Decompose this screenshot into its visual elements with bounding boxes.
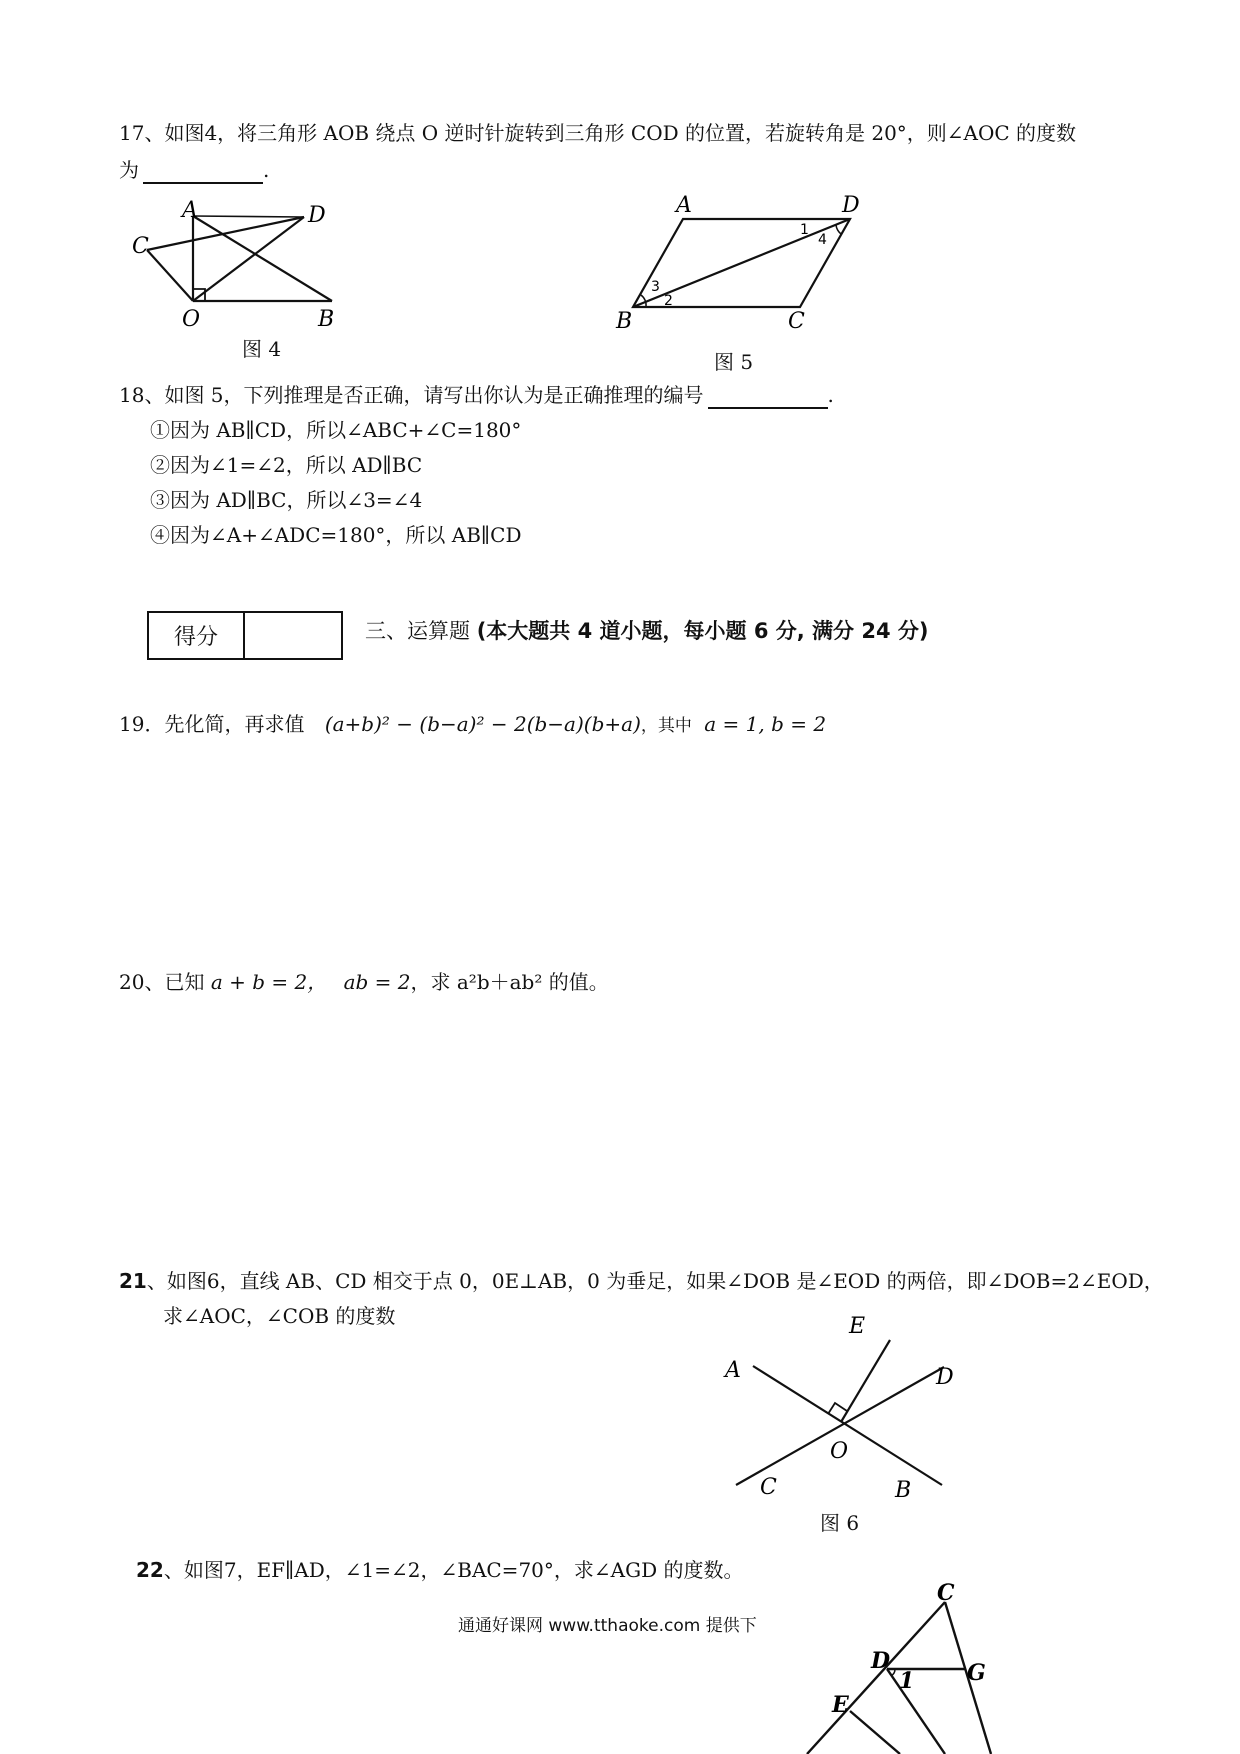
q17-line2-suffix: . xyxy=(263,158,270,182)
section-3-title: 三、运算题 xyxy=(365,619,470,643)
footer-text: 通通好课网 www.tthaoke.com 提供下 xyxy=(458,1616,757,1636)
q19-expression: (a+b)² − (b−a)² − 2(b−a)(b+a) xyxy=(324,712,641,736)
fig6-caption: 图 6 xyxy=(820,1511,860,1535)
q19-where: ，其中 xyxy=(640,716,692,736)
fig6-label-o: O xyxy=(830,1439,849,1464)
fig5-angle-2: 2 xyxy=(664,293,673,309)
score-label: 得分 xyxy=(149,613,245,658)
q20-suffix: ，求 a²b＋ab² 的值。 xyxy=(410,970,609,994)
fig4-label-b: B xyxy=(318,307,335,332)
figure-6 xyxy=(715,1310,975,1510)
fig5-angle-3: 3 xyxy=(651,279,660,295)
score-input-cell[interactable] xyxy=(245,613,341,658)
section-3-heading xyxy=(365,615,928,645)
q17-answer-blank[interactable] xyxy=(143,162,263,184)
q18-answer-blank[interactable] xyxy=(708,387,828,409)
fig7-label-c: C xyxy=(937,1580,955,1606)
q20 xyxy=(119,968,609,996)
q19 xyxy=(119,710,826,740)
q18-stem-prefix: 18、如图 5，下列推理是否正确，请写出你认为是正确推理的编号 xyxy=(119,383,704,407)
fig4-label-d: D xyxy=(308,203,326,228)
fig7-label-d: D xyxy=(871,1648,891,1674)
fig5-angle-4: 4 xyxy=(818,232,827,248)
figure-7 xyxy=(795,1580,1015,1754)
q18-item-4: ④因为∠A+∠ADC=180°，所以 AB∥CD xyxy=(150,523,522,547)
q17-line2 xyxy=(119,156,269,184)
q21-number: 21 xyxy=(119,1269,147,1293)
q22 xyxy=(136,1556,743,1584)
q19-text: ．先化简，再求值 xyxy=(144,712,305,736)
fig4-label-c: C xyxy=(132,234,149,259)
fig6-label-d: D xyxy=(936,1365,954,1390)
fig6-label-b: B xyxy=(895,1478,912,1503)
fig5-label-c: C xyxy=(788,309,805,334)
figure-4 xyxy=(120,195,350,335)
q20-prefix: 20、已知 xyxy=(119,970,205,994)
fig4-caption: 图 4 xyxy=(242,337,282,361)
fig5-label-d: D xyxy=(842,193,860,218)
q20-cond1: a + b = 2， xyxy=(210,970,328,994)
q22-text: 、如图7，EF∥AD，∠1=∠2，∠BAC=70°，求∠AGD 的度数。 xyxy=(163,1558,744,1582)
fig7-label-e: E xyxy=(832,1692,849,1718)
fig5-angle-1: 1 xyxy=(800,222,809,238)
q21-line2: 求∠AOC，∠COB 的度数 xyxy=(163,1304,396,1328)
section-3-detail: (本大题共 4 道小题，每小题 6 分, 满分 24 分) xyxy=(476,619,929,643)
q19-number: 19 xyxy=(119,712,145,736)
fig4-label-a: A xyxy=(182,198,198,223)
q18-stem-suffix: . xyxy=(827,383,834,407)
q21-line1 xyxy=(119,1267,1164,1295)
score-box xyxy=(147,611,343,660)
q17-line1: 17、如图4，将三角形 AOB 绕点 O 逆时针旋转到三角形 COD 的位置，若旋转角是 20°，则∠AOC 的度数 xyxy=(119,121,1077,145)
q18-item-3: ③因为 AD∥BC，所以∠3=∠4 xyxy=(150,488,423,512)
q20-cond2: ab = 2 xyxy=(343,970,411,994)
q18-stem xyxy=(119,381,834,409)
fig6-label-a: A xyxy=(725,1358,741,1383)
figure-5 xyxy=(610,190,890,340)
q18-item-1: ①因为 AB∥CD，所以∠ABC+∠C=180° xyxy=(150,418,522,442)
fig5-label-b: B xyxy=(616,309,633,334)
fig6-label-c: C xyxy=(760,1475,777,1500)
q19-values: a = 1, b = 2 xyxy=(704,712,827,736)
q22-number: 22 xyxy=(136,1558,164,1582)
q21-line1-text: 、如图6，直线 AB、CD 相交于点 0，0E⊥AB，0 为垂足，如果∠DOB 是∠EOD 的两倍，即∠DOB=2∠EOD， xyxy=(146,1269,1164,1293)
q17-line2-prefix: 为 xyxy=(119,158,139,182)
fig4-label-o: O xyxy=(182,307,201,332)
fig5-label-a: A xyxy=(676,193,692,218)
q18-item-2: ②因为∠1=∠2，所以 AD∥BC xyxy=(150,453,423,477)
fig5-caption: 图 5 xyxy=(714,350,754,374)
fig6-label-e: E xyxy=(849,1314,866,1339)
fig7-angle-1: 1 xyxy=(899,1668,915,1694)
fig7-label-g: G xyxy=(967,1660,986,1686)
